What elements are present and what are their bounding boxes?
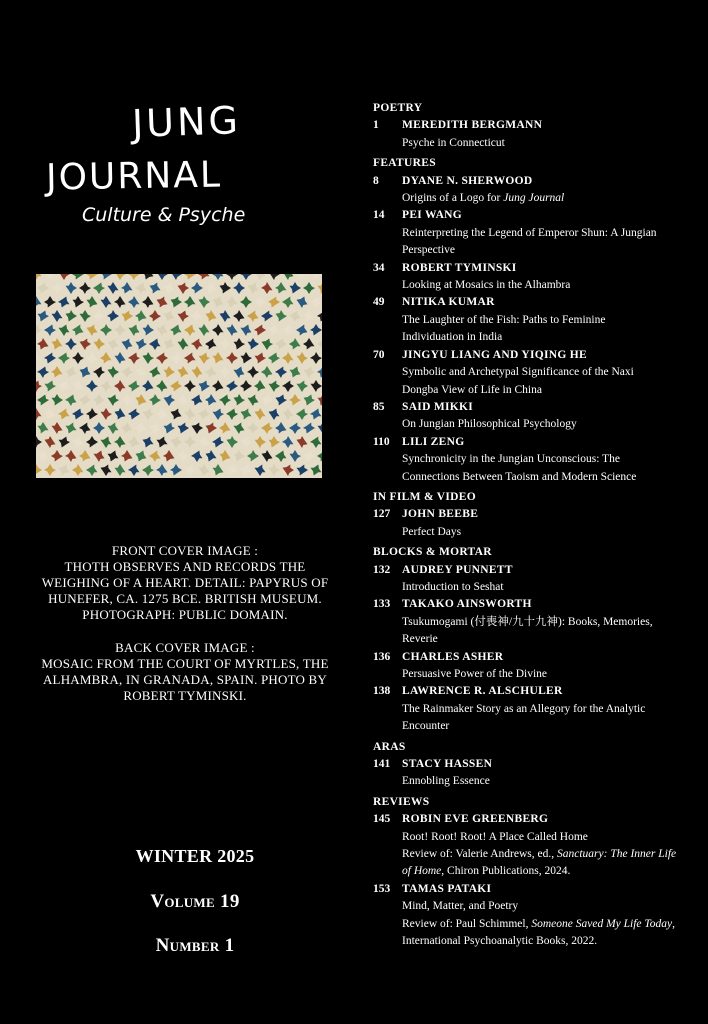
author: CHARLES ASHER	[402, 650, 504, 663]
section-heading-film: IN FILM & VIDEO	[373, 490, 477, 503]
page-number: 127	[373, 508, 391, 521]
author: TAKAKO AINSWORTH	[402, 598, 532, 611]
review-citation: Review of: Paul Schimmel, Someone Saved My Life Today, International Psychoanalytic Books, 2022.	[402, 917, 675, 948]
author: ROBERT TYMINSKI	[402, 261, 517, 274]
page-number: 141	[373, 758, 391, 771]
page-number: 153	[373, 882, 391, 895]
title: Origins of a Logo for Jung Journal	[402, 192, 565, 205]
author: PEI WANG	[402, 209, 463, 222]
logo-line-subtitle: Culture & Psyche	[82, 204, 246, 226]
back-cover-text: MOSAIC FROM THE COURT OF MYRTLES, THE ALHAMBRA, IN GRANADA, SPAIN. PHOTO BY ROBERT TYMINSKI.	[41, 656, 329, 703]
back-cover-caption	[30, 640, 340, 704]
page-number: 70	[373, 348, 385, 361]
author: STACY HASSEN	[402, 758, 493, 771]
toc-entry	[373, 399, 693, 434]
page-number: 14	[373, 209, 385, 222]
toc-entry	[373, 811, 693, 881]
toc-entry	[373, 294, 693, 346]
back-cover-label: BACK COVER IMAGE :	[115, 640, 255, 655]
title: Tsukumogami (付喪神/九十九神): Books, Memories, Reverie	[402, 615, 653, 646]
title: Psyche in Connecticut	[402, 136, 505, 149]
page-number: 1	[373, 119, 379, 132]
toc-entry	[373, 260, 693, 295]
toc-entry	[373, 173, 693, 208]
title: Persuasive Power of the Divine	[402, 668, 547, 680]
author: AUDREY PUNNETT	[402, 563, 513, 576]
toc-entry	[373, 881, 693, 951]
author: JINGYU LIANG AND YIQING HE	[402, 348, 588, 361]
author: TAMAS PATAKI	[402, 882, 492, 895]
title: Mind, Matter, and Poetry	[402, 900, 519, 913]
title: On Jungian Philosophical Psychology	[402, 418, 577, 431]
toc-entry	[373, 562, 693, 597]
table-of-contents	[373, 100, 693, 951]
title: Ennobling Essence	[402, 775, 490, 788]
page-number: 110	[373, 435, 390, 448]
toc-entry	[373, 596, 693, 648]
front-cover-caption	[30, 543, 340, 623]
title: Introduction to Seshat	[402, 580, 504, 593]
toc-entry	[373, 756, 693, 791]
section-heading-blocks-mortar: BLOCKS & MORTAR	[373, 546, 492, 559]
author: MEREDITH BERGMANN	[402, 119, 543, 132]
author: JOHN BEEBE	[402, 508, 479, 521]
author: SAID MIKKI	[402, 400, 474, 413]
issue-volume: Volume 19	[150, 891, 240, 912]
logo-line-jung: JUNG	[131, 98, 242, 146]
title: Looking at Mosaics in the Alhambra	[402, 279, 571, 292]
front-cover-label: FRONT COVER IMAGE :	[111, 543, 259, 558]
title: Reinterpreting the Legend of Emperor Shun: A Jungian Perspective	[402, 226, 657, 257]
toc-entry	[373, 506, 693, 541]
section-heading-aras: ARAS	[373, 740, 406, 753]
author: NITIKA KUMAR	[402, 296, 495, 309]
review-citation: Review of: Valerie Andrews, ed., Sanctuary: The Inner Life of Home, Chiron Publications, 2024.	[402, 848, 677, 878]
section-heading-features: FEATURES	[373, 157, 436, 170]
section-heading-poetry: POETRY	[373, 102, 423, 114]
page-number: 8	[373, 174, 379, 187]
toc-entry	[373, 207, 693, 259]
title: Symbolic and Archetypal Significance of the Naxi Dongba View of Life in China	[402, 366, 634, 396]
author: LAWRENCE R. ALSCHULER	[402, 685, 563, 698]
title: Perfect Days	[402, 525, 462, 538]
issue-number: Number 1	[155, 935, 235, 956]
page-number: 34	[373, 261, 385, 274]
page-number: 136	[373, 650, 391, 663]
title: Synchronicity in the Jungian Unconscious: The Connections Between Taoism and Modern Science	[402, 453, 637, 483]
mosaic-image	[36, 274, 322, 478]
toc-entry	[373, 117, 693, 152]
title: The Laughter of the Fish: Paths to Feminine Individuation in India	[402, 313, 606, 344]
title: Root! Root! Root! A Place Called Home	[402, 830, 588, 843]
author: LILI ZENG	[402, 435, 465, 448]
page-number: 138	[373, 685, 391, 698]
page-number: 49	[373, 296, 385, 309]
section-heading-reviews: REVIEWS	[373, 795, 430, 808]
journal-logo	[40, 100, 270, 240]
toc-entry	[373, 434, 693, 486]
page-number: 132	[373, 563, 391, 576]
issue-season: WINTER 2025	[135, 846, 255, 866]
page-number: 133	[373, 598, 391, 611]
page-number: 85	[373, 400, 385, 413]
author: DYANE N. SHERWOOD	[402, 174, 533, 187]
author: ROBIN EVE GREENBERG	[402, 813, 549, 826]
toc-entry	[373, 649, 693, 684]
logo-line-journal: JOURNAL	[45, 154, 223, 199]
front-cover-text: THOTH OBSERVES AND RECORDS THE WEIGHING OF A HEART. DETAIL: PAPYRUS OF HUNEFER, CA. 1275 BCE. BRITISH MUSEUM. PHOTOGRAPH: PUBLIC DOMAIN.	[41, 559, 329, 622]
toc-entry	[373, 683, 693, 735]
toc-entry	[373, 347, 693, 399]
title: The Rainmaker Story as an Allegory for the Analytic Encounter	[402, 702, 646, 733]
page-number: 145	[373, 813, 391, 826]
